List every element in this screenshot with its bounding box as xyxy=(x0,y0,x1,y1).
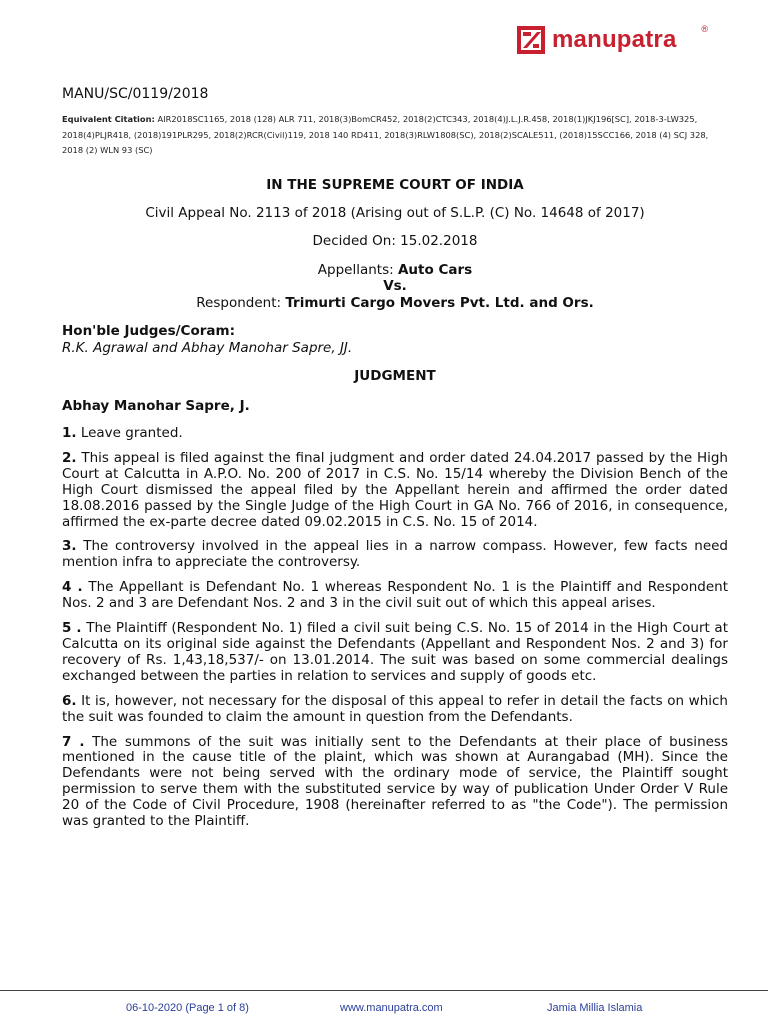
citation-id: MANU/SC/0119/2018 xyxy=(62,86,209,102)
appellants-name: Auto Cars xyxy=(397,261,473,278)
decided-on: Decided On: 15.02.2018 xyxy=(312,233,478,249)
footer-institution: Jamia Millia Islamia xyxy=(547,1002,643,1014)
footer-website-link[interactable]: www.manupatra.com xyxy=(340,1002,443,1014)
respondent-name: Trimurti Cargo Movers Pvt. Ltd. and Ors. xyxy=(285,294,594,311)
paragraph xyxy=(62,735,728,830)
respondent-label: Respondent: xyxy=(196,294,286,311)
registered-mark: ® xyxy=(701,24,708,34)
paragraph-text: The Appellant is Defendant No. 1 whereas Respondent No. 1 is the Plaintiff and Respondent Nos. 2 and 3 are Defendant Nos. 2 and 3 in the civil suit out of which this appeal arises. xyxy=(62,579,728,612)
paragraph-text: The controversy involved in the appeal lies in a narrow compass. However, few facts need mention infra to appreciate the controversy. xyxy=(62,538,728,571)
civil-appeal-number: Civil Appeal No. 2113 of 2018 (Arising out of S.L.P. (C) No. 14648 of 2017) xyxy=(145,204,645,221)
paragraph xyxy=(62,621,728,685)
judgment-heading: JUDGMENT xyxy=(354,368,436,384)
paragraph-text: It is, however, not necessary for the disposal of this appeal to refer in detail the facts on which the suit was founded to claim the amount in question from the Defendants. xyxy=(62,692,728,725)
brand-name: manupatra xyxy=(552,26,677,53)
paragraph-number: 2. xyxy=(62,449,77,466)
paragraph xyxy=(62,580,728,612)
equivalent-citation-text: AIR2018SC1165, 2018 (128) ALR 711, 2018(3)BomCR452, 2018(2)CTC343, 2018(4)J.L.J.R.458, 2018(1)JKJ196[SC], 2018-3-LW325, 2018(4)PLJR418, (2018)191PLR295, 2018(2)RCR(Civil)119, 2018 140 RD411, 2018(3)RLW1808(SC), 2018(2)SCALE511, (2018)15SCC166, 2018 (4) SCJ 328, 2018 (2) WLN 93 (SC) xyxy=(62,114,709,155)
manupatra-logo xyxy=(516,22,712,58)
judgment-author: Abhay Manohar Sapre, J. xyxy=(62,398,250,414)
paragraph-number: 5 . xyxy=(62,620,82,637)
paragraph-number: 3. xyxy=(62,538,77,555)
parties xyxy=(62,262,728,312)
paragraph-number: 7 . xyxy=(62,733,85,750)
versus-text: Vs. xyxy=(383,278,407,294)
footer-divider xyxy=(0,990,768,991)
court-name: IN THE SUPREME COURT OF INDIA xyxy=(266,176,524,193)
equivalent-citation-label: Equivalent Citation: xyxy=(62,114,155,124)
paragraph-text: The Plaintiff (Respondent No. 1) filed a civil suit being C.S. No. 15 of 2014 in the High Court at Calcutta on its original side against the Defendants (Appellant and Respondent Nos. 2 and 3) for recovery of Rs. 1,43,18,537/- on 13.01.2014. The suit was based on some commercial dealings exchanged between the parties in relation to services and supply of goods etc. xyxy=(62,620,728,684)
paragraph xyxy=(62,539,728,571)
paragraph xyxy=(62,426,728,442)
manupatra-logo-icon xyxy=(516,25,546,55)
paragraph-text: The summons of the suit was initially sent to the Defendants at their place of business mentioned in the cause title of the plaint, which was shown at Aurangabad (MH). Since the Defendants were not being served with the ordinary mode of service, the Plaintiff sought permission to serve them with the substituted service by way of publication Under Order V Rule 20 of the Code of Civil Procedure, 1908 (hereinafter referred to as "the Code"). The permission was granted to the Plaintiff. xyxy=(62,733,728,830)
appellants-line xyxy=(62,262,728,279)
paragraph-text: This appeal is filed against the final judgment and order dated 24.04.2017 passed by the High Court at Calcutta in A.P.O. No. 200 of 2017 in C.S. No. 15/14 whereby the Division Bench of the High Court dismissed the appeal filed by the Appellant herein and affirmed the order dated 18.08.2016 passed by the Single Judge of the High Court in GA No. 766 of 2016, in consequence, affirmed the ex-parte decree dated 09.02.2015 in C.S. No. 15 of 2014. xyxy=(62,449,728,530)
paragraph-number: 6. xyxy=(62,692,77,709)
paragraph-number: 4 . xyxy=(62,579,83,596)
respondent-line xyxy=(62,295,728,312)
coram-heading: Hon'ble Judges/Coram: xyxy=(62,323,235,339)
paragraph-text: Leave granted. xyxy=(76,425,183,441)
paragraph xyxy=(62,451,728,531)
paragraph xyxy=(62,694,728,726)
equivalent-citation xyxy=(62,112,728,159)
coram-names: R.K. Agrawal and Abhay Manohar Sapre, JJ. xyxy=(62,339,353,356)
versus xyxy=(62,278,728,295)
paragraph-number: 1. xyxy=(62,425,77,441)
appellants-label: Appellants: xyxy=(317,261,398,278)
footer-date-page: 06-10-2020 (Page 1 of 8) xyxy=(126,1002,249,1014)
judgment-document xyxy=(62,86,728,839)
